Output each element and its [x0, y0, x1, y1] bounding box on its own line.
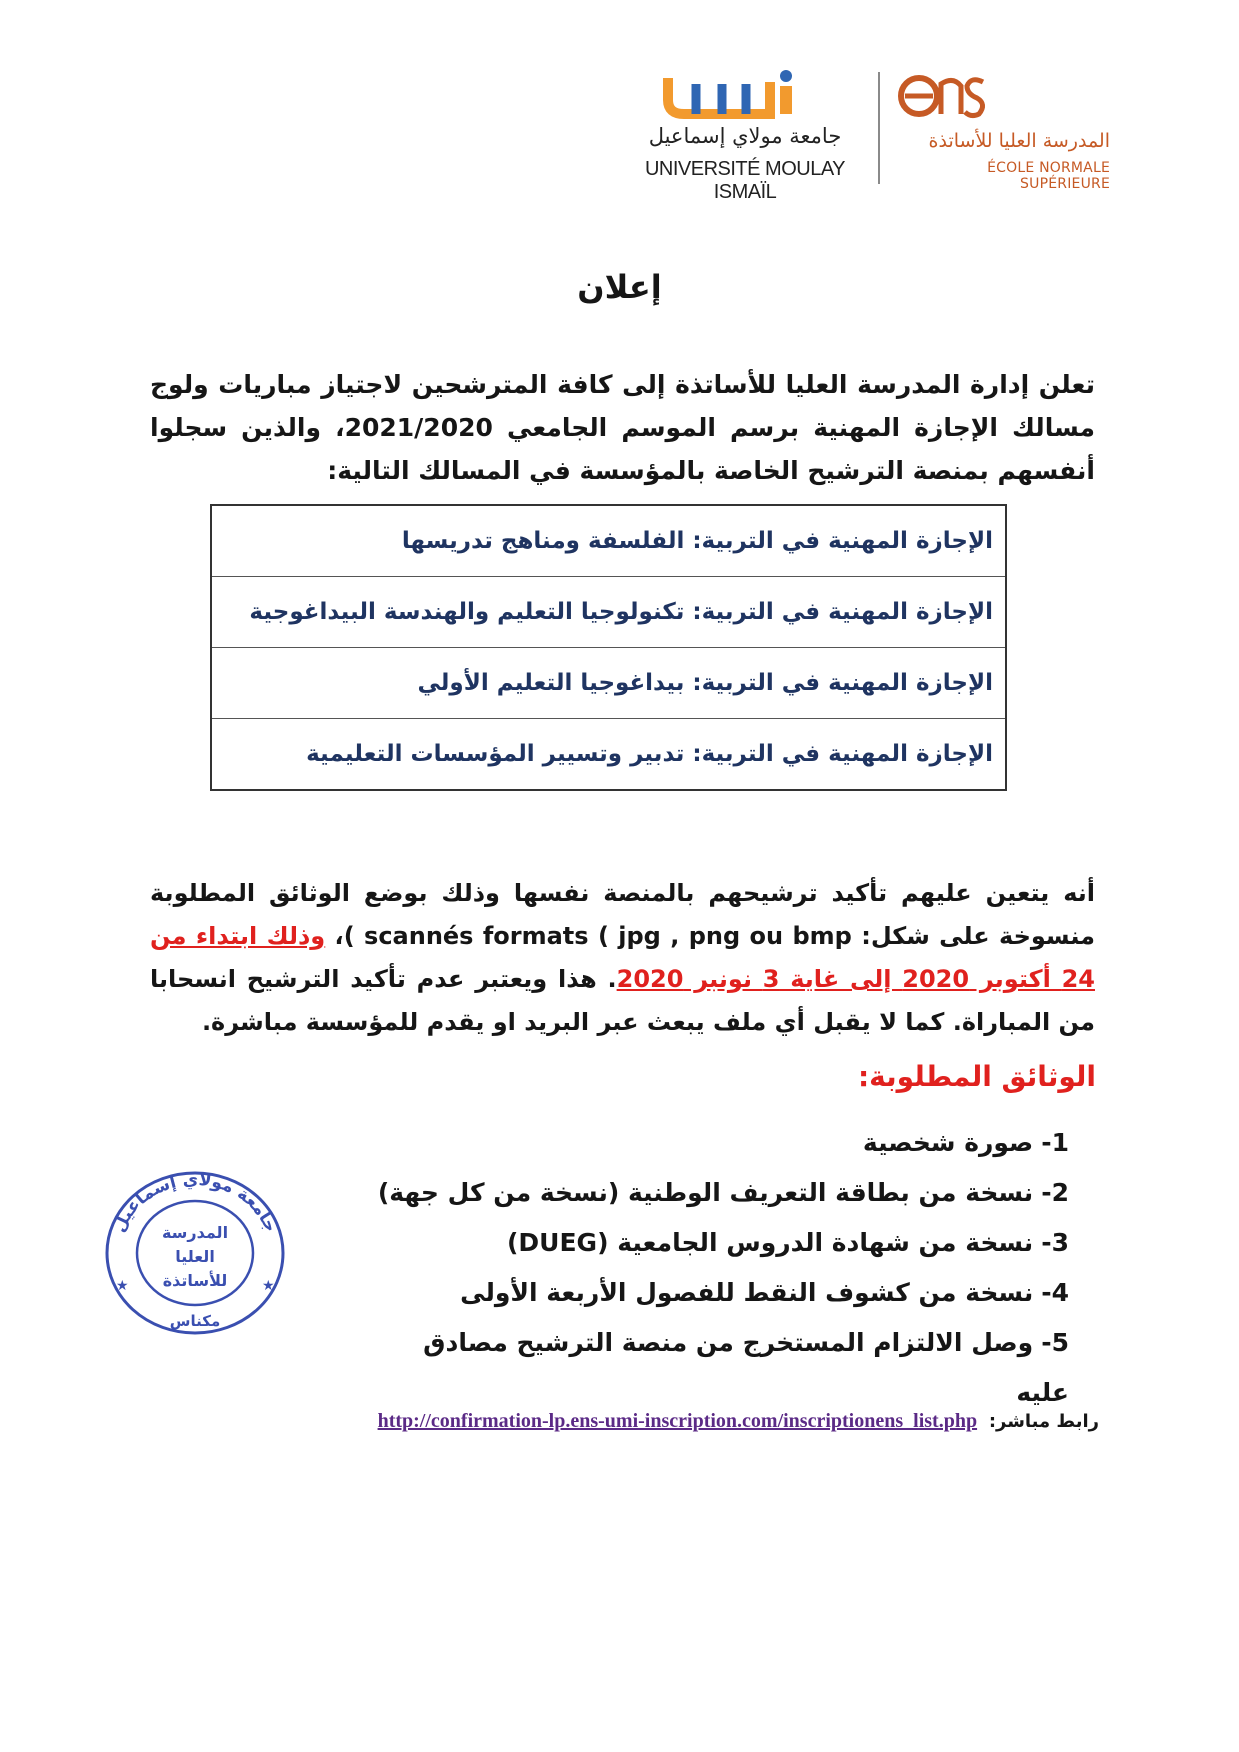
list-number: 3-	[1041, 1228, 1069, 1257]
track-cell: الإجازة المهنية في التربية: الفلسفة ومناهج تدريسها	[211, 505, 1006, 577]
tracks-table	[210, 504, 1007, 791]
docs-heading: الوثائق المطلوبة:	[857, 1060, 1096, 1093]
notice-dates: وذلك ابتداء من 24 أكتوبر 2020 إلى غاية 3 نونبر 2020	[150, 922, 1095, 993]
intro-paragraph: تعلن إدارة المدرسة العليا للأساتذة إلى كافة المترشحين لاجتياز مباريات ولوج مسالك الإجازة المهنية برسم الموسم الجامعي 2021/2020، والذين سجلوا أنفسهم بمنصة الترشيح الخاصة بالمؤسسة في المسالك التالية:	[150, 370, 1095, 485]
list-text: نسخة من بطاقة التعريف الوطنية (نسخة من كل جهة)	[377, 1178, 1034, 1207]
notice-text-3: . هذا ويعتبر عدم تأكيد الترشيح انسحابا من المباراة. كما لا يقبل أي ملف يبعث عبر البريد او يقدم للمؤسسة مباشرة.	[150, 965, 1095, 1036]
logo-divider	[878, 72, 880, 184]
list-text: نسخة من كشوف النقط للفصول الأربعة الأولى	[460, 1278, 1034, 1307]
list-text: صورة شخصية	[862, 1128, 1034, 1157]
table-row	[211, 719, 1006, 791]
track-cell: الإجازة المهنية في التربية: تدبير وتسيير المؤسسات التعليمية	[211, 719, 1006, 791]
list-number: 4-	[1041, 1278, 1069, 1307]
ens-name-arabic: المدرسة العليا للأساتذة	[928, 130, 1110, 152]
track-cell: الإجازة المهنية في التربية: بيداغوجيا التعليم الأولي	[211, 648, 1006, 719]
notice-text-2: ،	[325, 922, 344, 950]
stamp-ring-text: جامعة مولاي إسماعيل	[109, 1169, 281, 1236]
list-text: نسخة من شهادة الدروس الجامعية (DUEG)	[506, 1228, 1034, 1257]
notice-paragraph	[150, 872, 1095, 1044]
stamp-line-2: العليا	[175, 1247, 215, 1266]
ens-logo-icon	[897, 62, 987, 127]
direct-link-label: رابط مباشر:	[988, 1411, 1099, 1432]
list-item	[369, 1218, 1069, 1268]
umi-logo-block	[610, 62, 860, 203]
stamp-line-1: المدرسة	[161, 1223, 229, 1242]
list-item	[369, 1268, 1069, 1318]
list-item	[369, 1168, 1069, 1218]
header-logos	[610, 62, 1110, 203]
list-number: 5-	[1041, 1328, 1069, 1357]
announcement-title: إعلان	[577, 268, 662, 306]
direct-link[interactable]: http://confirmation-lp.ens-umi-inscription.com/inscriptionens_list.php	[377, 1410, 978, 1432]
umi-logo-icon	[662, 70, 812, 120]
umi-name-french: UNIVERSITÉ MOULAY ISMAÏL	[644, 158, 846, 203]
official-stamp-icon	[100, 1168, 290, 1338]
list-number: 2-	[1041, 1178, 1069, 1207]
ens-logo-block	[895, 62, 1110, 192]
notice-formats: ( scannés formats ( jpg , png ou bmp	[343, 922, 852, 950]
table-row	[211, 505, 1006, 577]
table-row	[211, 648, 1006, 719]
stamp-star-icon: ★	[116, 1278, 129, 1294]
stamp-city: مكناس	[169, 1312, 221, 1330]
table-row	[211, 577, 1006, 648]
list-number: 1-	[1041, 1128, 1069, 1157]
stamp-line-3: للأساتذة	[162, 1271, 228, 1290]
notice-text-1: أنه يتعين عليهم تأكيد ترشيحهم بالمنصة نفسها وذلك بوضع الوثائق المطلوبة منسوخة على شكل:	[150, 879, 1095, 950]
list-item	[369, 1318, 1069, 1418]
track-cell: الإجازة المهنية في التربية: تكنولوجيا التعليم والهندسة البيداغوجية	[211, 577, 1006, 648]
direct-link-row	[378, 1410, 1099, 1433]
stamp-star-icon: ★	[262, 1278, 275, 1294]
list-item	[369, 1118, 1069, 1168]
list-text: وصل الالتزام المستخرج من منصة الترشيح مصادق عليه	[423, 1328, 1069, 1407]
docs-list	[369, 1118, 1069, 1418]
ens-name-french: ÉCOLE NORMALE SUPÉRIEURE	[987, 160, 1110, 192]
umi-name-arabic: جامعة مولاي إسماعيل	[648, 124, 842, 148]
